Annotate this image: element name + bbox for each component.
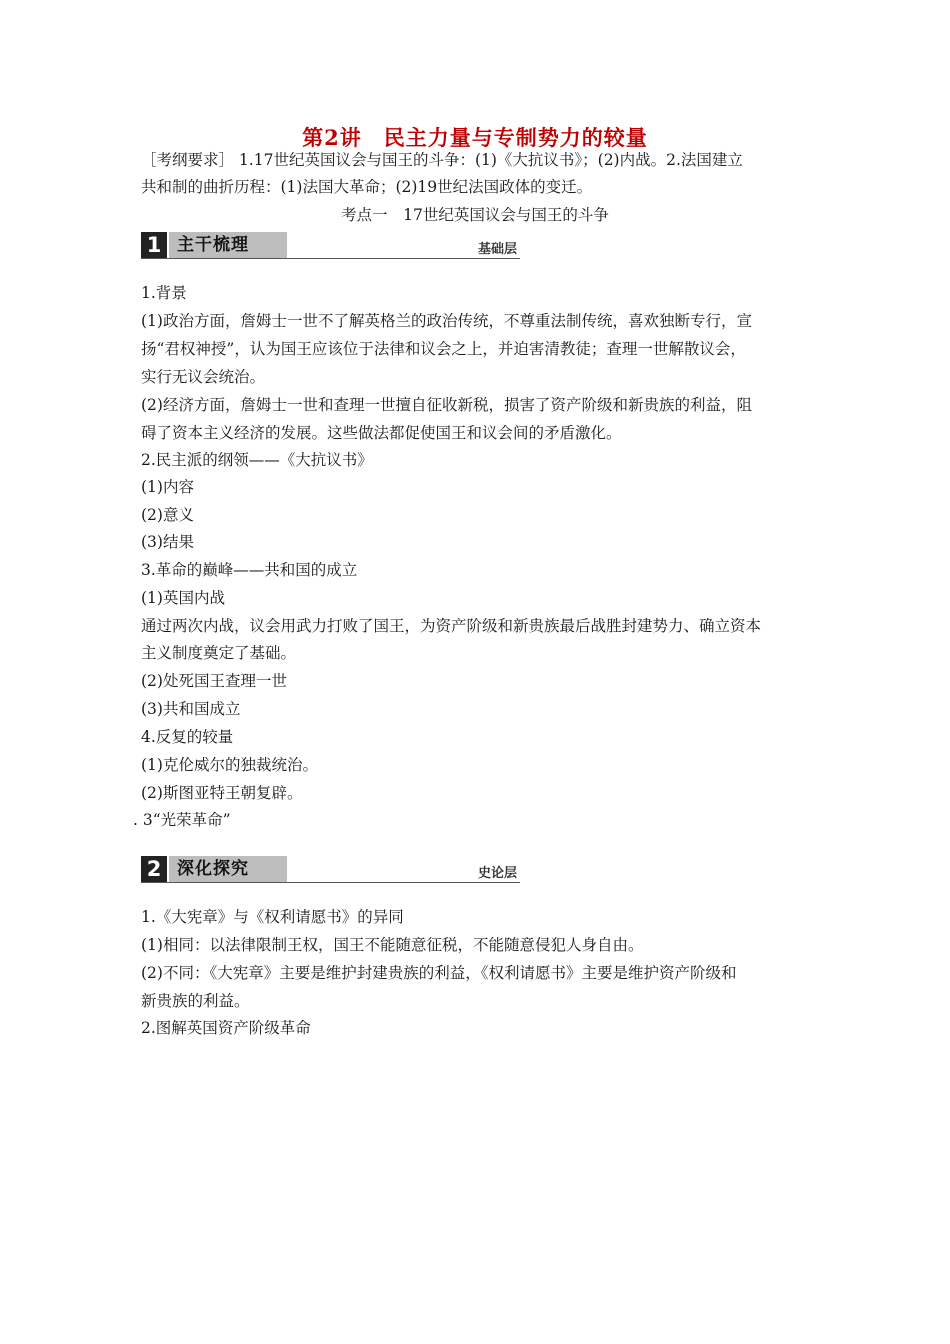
text-line: (3)共和国成立 [141,700,241,718]
section-layer-tag: 史论层 [477,866,517,881]
section-number: 1 [141,232,167,258]
text-line: 碍了资本主义经济的发展。这些做法都促使国王和议会间的矛盾激化。 [141,424,622,442]
text-line: 扬“君权神授”，认为国王应该位于法律和议会之上，并迫害清教徒；查理一世解散议会， [141,340,746,358]
section-banner-main [141,232,520,259]
text-line: 1.背景 [141,284,187,302]
text-line: 实行无议会统治。 [141,368,266,386]
section-label: 主干梳理 [177,235,249,255]
text-line: (2)经济方面，詹姆士一世和查理一世擅自征收新税，损害了资产阶级和新贵族的利益，阻 [141,396,752,414]
exam-requirements-line-1: ［考纲要求］ 1.17世纪英国议会与国王的斗争：(1)《大抗议书》；(2)内战。2.法国建立 [141,151,743,169]
text-line: 1.《大宪章》与《权利请愿书》的异同 [141,908,404,926]
section-number: 2 [141,856,167,882]
text-line: (2)斯图亚特王朝复辟。 [141,784,303,802]
text-line: (1)内容 [141,478,194,496]
section-layer-tag: 基础层 [477,242,517,257]
text-line: (1)相同：以法律限制王权，国王不能随意征税，不能随意侵犯人身自由。 [141,936,644,954]
topic-heading: 考点一 17世纪英国议会与国王的斗争 [341,206,609,224]
text-line: 通过两次内战，议会用武力打败了国王，为资产阶级和新贵族最后战胜封建势力、确立资本 [141,617,762,635]
exam-requirements-line-2: 共和制的曲折历程：(1)法国大革命；(2)19世纪法国政体的变迁。 [141,178,593,196]
text-line: (3)结果 [141,533,194,551]
section-banner-deepen [141,856,520,883]
page-title: 第2讲 民主力量与专制势力的较量 [302,125,648,150]
text-line: (2)不同：《大宪章》主要是维护封建贵族的利益，《权利请愿书》主要是维护资产阶级和 [141,964,737,982]
text-line: 2.图解英国资产阶级革命 [141,1019,311,1037]
text-line: 4.反复的较量 [141,728,234,746]
text-line: (1)英国内战 [141,589,225,607]
text-line: . 3“光荣革命” [133,811,231,829]
section-label: 深化探究 [177,859,249,879]
text-line: (1)政治方面，詹姆士一世不了解英格兰的政治传统，不尊重法制传统，喜欢独断专行，宣 [141,312,752,330]
text-line: 2.民主派的纲领——《大抗议书》 [141,451,373,469]
text-line: (2)处死国王查理一世 [141,672,287,690]
text-line: 新贵族的利益。 [141,992,250,1010]
text-line: 3.革命的巅峰——共和国的成立 [141,561,358,579]
text-line: (2)意义 [141,506,194,524]
text-line: (1)克伦威尔的独裁统治。 [141,756,318,774]
text-line: 主义制度奠定了基础。 [141,644,297,662]
